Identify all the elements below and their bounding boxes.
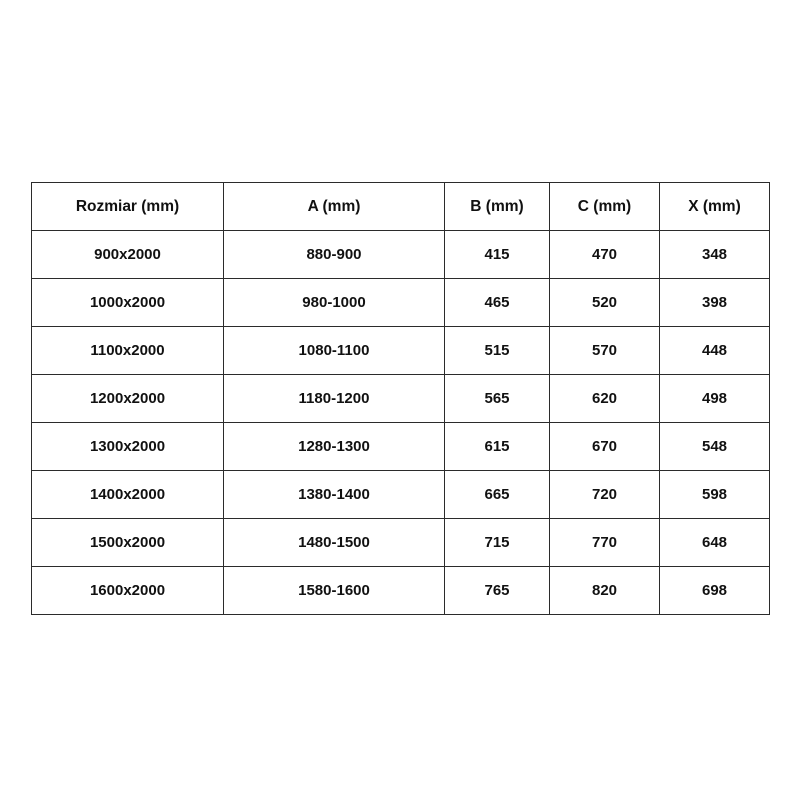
- cell-rozmiar: 1200x2000: [32, 375, 224, 423]
- cell-b: 615: [445, 423, 550, 471]
- cell-a: 1280-1300: [224, 423, 445, 471]
- cell-c: 470: [550, 231, 660, 279]
- table-row: [32, 327, 770, 375]
- cell-b: 465: [445, 279, 550, 327]
- table-row: [32, 471, 770, 519]
- cell-rozmiar: 1600x2000: [32, 567, 224, 615]
- cell-x: 398: [660, 279, 770, 327]
- cell-b: 665: [445, 471, 550, 519]
- cell-c: 520: [550, 279, 660, 327]
- cell-c: 720: [550, 471, 660, 519]
- column-header-a: A (mm): [224, 183, 445, 231]
- table-row: [32, 231, 770, 279]
- cell-a: 980-1000: [224, 279, 445, 327]
- cell-b: 765: [445, 567, 550, 615]
- cell-x: 548: [660, 423, 770, 471]
- cell-c: 770: [550, 519, 660, 567]
- cell-rozmiar: 1300x2000: [32, 423, 224, 471]
- cell-rozmiar: 1500x2000: [32, 519, 224, 567]
- column-header-rozmiar: Rozmiar (mm): [32, 183, 224, 231]
- cell-a: 1080-1100: [224, 327, 445, 375]
- table-row: [32, 423, 770, 471]
- cell-rozmiar: 1100x2000: [32, 327, 224, 375]
- cell-b: 515: [445, 327, 550, 375]
- cell-a: 1180-1200: [224, 375, 445, 423]
- column-header-x: X (mm): [660, 183, 770, 231]
- cell-a: 1580-1600: [224, 567, 445, 615]
- cell-a: 880-900: [224, 231, 445, 279]
- table-row: [32, 375, 770, 423]
- cell-x: 498: [660, 375, 770, 423]
- table-body: [32, 231, 770, 615]
- cell-b: 565: [445, 375, 550, 423]
- cell-c: 570: [550, 327, 660, 375]
- table-row: [32, 279, 770, 327]
- table-row: [32, 567, 770, 615]
- cell-x: 698: [660, 567, 770, 615]
- cell-x: 598: [660, 471, 770, 519]
- specification-table: [31, 182, 770, 615]
- table-header: [32, 183, 770, 231]
- specification-table-wrapper: [31, 182, 769, 615]
- cell-c: 670: [550, 423, 660, 471]
- cell-a: 1380-1400: [224, 471, 445, 519]
- table-row: [32, 519, 770, 567]
- column-header-c: C (mm): [550, 183, 660, 231]
- cell-x: 648: [660, 519, 770, 567]
- cell-c: 820: [550, 567, 660, 615]
- cell-b: 415: [445, 231, 550, 279]
- cell-rozmiar: 1000x2000: [32, 279, 224, 327]
- cell-b: 715: [445, 519, 550, 567]
- cell-x: 448: [660, 327, 770, 375]
- column-header-b: B (mm): [445, 183, 550, 231]
- cell-c: 620: [550, 375, 660, 423]
- cell-x: 348: [660, 231, 770, 279]
- table-header-row: [32, 183, 770, 231]
- cell-rozmiar: 1400x2000: [32, 471, 224, 519]
- cell-rozmiar: 900x2000: [32, 231, 224, 279]
- cell-a: 1480-1500: [224, 519, 445, 567]
